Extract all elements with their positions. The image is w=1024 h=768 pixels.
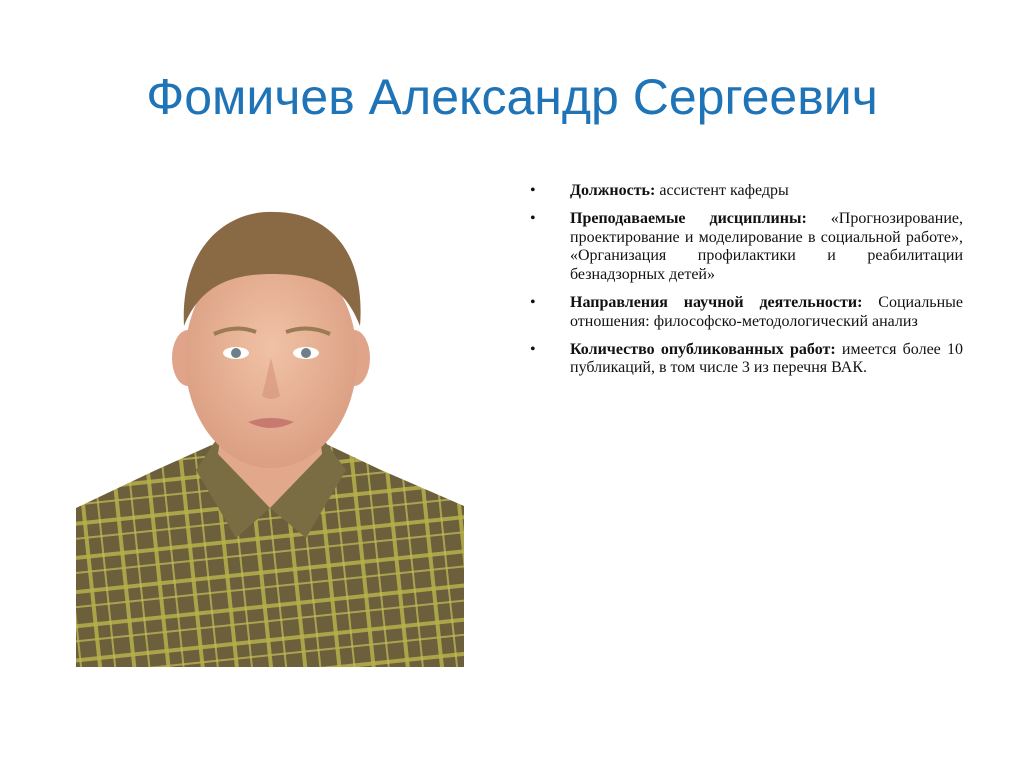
detail-value: Социальные отношения: философско-методологический анализ [570,293,964,330]
slide-title: Фомичев Александр Сергеевич [146,69,878,125]
person-photo [76,208,464,667]
detail-value: «Прогнозирование, проектирование и моделирование в социальной работе», «Организация профилактики и реабилитации безнадзорных детей» [570,209,963,284]
detail-label: Количество опубликованных работ: [570,340,836,358]
detail-label: Должность: [570,182,656,199]
profile-details-list [530,182,963,387]
detail-disciplines [530,210,963,285]
detail-publications [530,341,963,379]
detail-value: имеется более 10 публикаций, в том числе 3 из перечня ВАК. [570,340,963,377]
detail-value: ассистент кафедры [659,182,789,199]
detail-label: Преподаваемые дисциплины: [570,209,807,227]
detail-position [530,182,963,201]
detail-research [530,294,963,332]
detail-label: Направления научной деятельности: [570,293,863,311]
